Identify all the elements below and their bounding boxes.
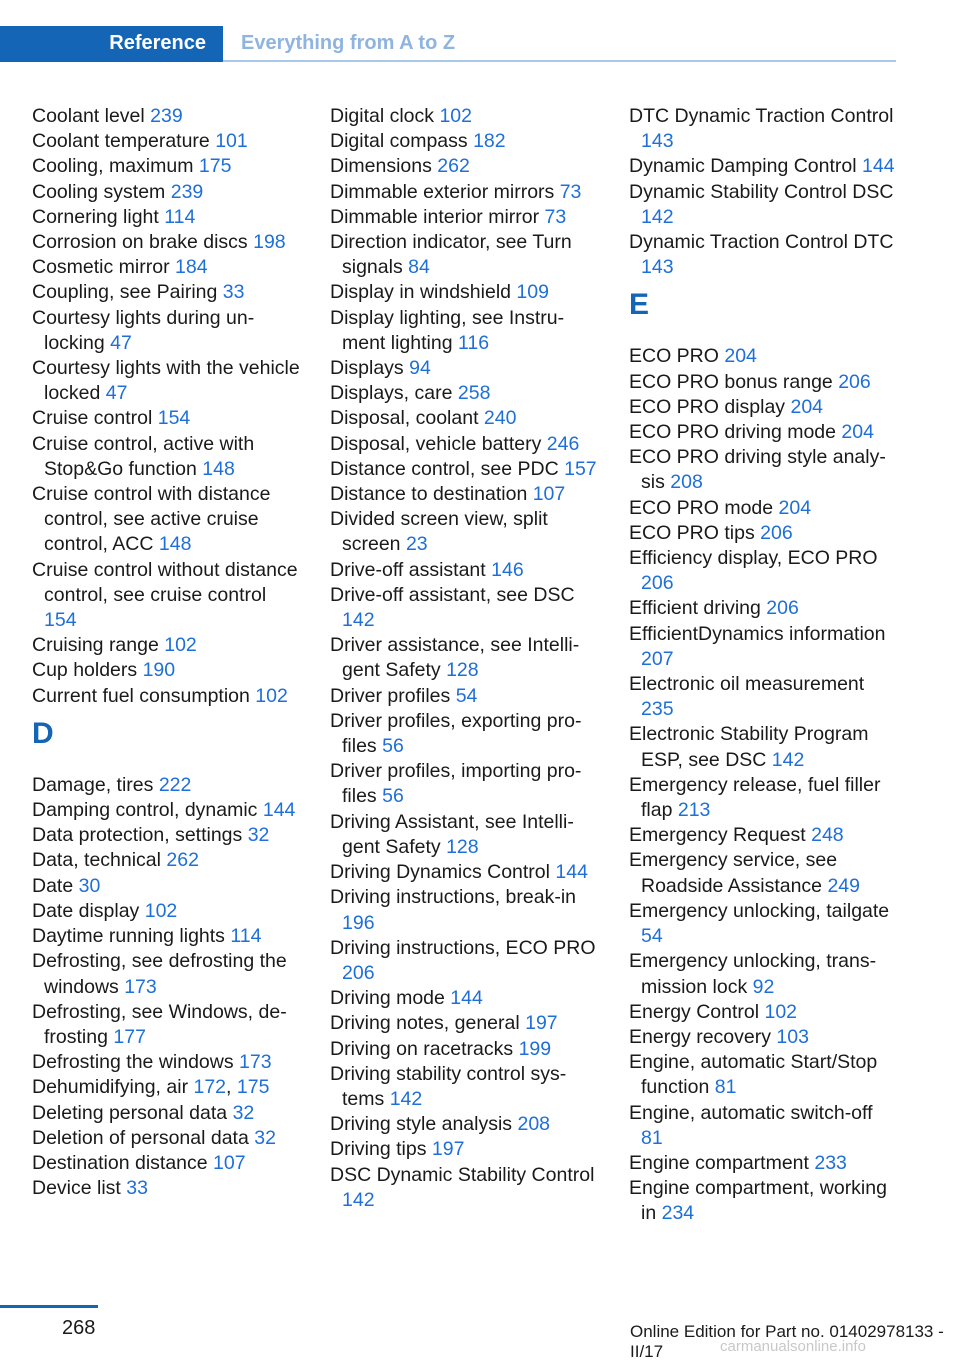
index-entry [330,432,600,457]
page-link[interactable]: 142 [342,1188,375,1211]
index-entry [32,129,302,154]
index-entry [330,457,600,482]
index-entry-term: Driving style analysis [330,1113,518,1136]
page-link[interactable]: 142 [771,748,805,771]
index-entry [629,1000,895,1025]
index-column-1 [32,104,302,1201]
page-link[interactable]: 154 [157,407,191,430]
page-link[interactable]: 184 [175,256,208,279]
page-link[interactable]: 32 [254,1126,276,1149]
index-entry-term: Driver profiles, importing profiles [330,760,582,808]
index-entry [32,633,302,658]
index-entry-term: ECO PRO driving mode [629,421,842,444]
section-tab-a-to-z[interactable]: Everything from A to Z [241,32,456,54]
index-entry-term: Daytime running lights [32,925,231,948]
index-entry [330,381,600,406]
index-entry [32,874,302,899]
page-link[interactable]: 206 [838,370,871,393]
page-link[interactable]: 208 [517,1113,551,1136]
index-entry-term: Cooling, maximum [32,155,199,178]
index-entry [330,1062,600,1112]
index-entry [32,949,302,999]
index-entry [629,722,895,772]
index-entry-term: Electronic oil measurement [629,673,865,696]
index-entry-term: Device list [32,1177,127,1200]
page-link[interactable]: 197 [525,1012,558,1035]
index-entry [629,370,895,395]
index-entry [629,344,895,369]
index-entry-term: Coupling, see Pairing [32,281,223,304]
index-entry-term: Driving instructions, ECO PRO [330,936,596,959]
index-entry-term: Driving instructions, break-in [330,886,577,909]
index-entry-term: Driving stability control systems [330,1062,567,1110]
page-link[interactable]: 175 [198,155,232,178]
index-entry [629,1101,895,1151]
index-entry-term: Display in windshield [330,281,517,304]
index-entry-term: Date [32,874,79,897]
index-entry [330,583,600,633]
index-entry [330,885,600,935]
index-entry-term: ECO PRO display [629,395,791,418]
page-link[interactable]: 182 [473,130,506,153]
index-entry [32,684,302,709]
index-entry-term: Direction indicator, see Turn signals [330,231,572,279]
index-entry-term: Driving mode [330,987,451,1010]
page-link[interactable]: 107 [532,483,566,506]
index-entry [32,798,302,823]
index-entry-term: Distance to destination [330,483,533,506]
page-link[interactable]: 213 [677,799,711,822]
index-entry-term: Distance control, see PDC [330,457,565,480]
index-entry-term: Deletion of personal data [32,1126,255,1149]
page-link[interactable]: 204 [790,395,824,418]
index-entry [330,180,600,205]
index-entry-term: Engine compartment [629,1151,815,1174]
page-link[interactable]: 32 [247,824,270,847]
index-entry-term: DSC Dynamic Stability Control [330,1163,595,1186]
index-entry [629,1050,895,1100]
index-entry [629,1025,895,1050]
page-link[interactable]: 23 [405,533,428,556]
index-entry [32,482,302,558]
page-link[interactable]: 196 [342,911,375,934]
watermark: carmanualsonline.info [720,1338,866,1355]
index-entry-term: ECO PRO driving style analysis [629,446,886,494]
index-entry [330,709,600,759]
index-entry [32,658,302,683]
index-entry-term: Cruising range [32,634,165,657]
index-entry-term: Corrosion on brake discs [32,231,254,254]
index-entry [629,230,895,280]
index-column-2 [330,104,600,1213]
index-entry-term: Disposal, coolant [330,407,484,430]
page-link[interactable]: 102 [764,1000,798,1023]
page-link[interactable]: 204 [778,496,812,519]
page-link[interactable]: 204 [841,421,874,444]
index-entry-term: Coolant temperature [32,130,216,153]
index-entry-term: Disposal, vehicle battery [330,432,547,455]
index-entry-term: Emergency Request [629,824,812,847]
index-entry [32,1176,302,1201]
page-link[interactable]: 234 [661,1202,695,1225]
index-entry [330,1037,600,1062]
index-entry-term: Drive-off assistant, see DSC [330,583,575,606]
page-link[interactable]: 33 [222,281,245,304]
page-link[interactable]: 73 [559,180,582,203]
index-entry [32,180,302,205]
index-entry-term: Data, technical [32,849,167,872]
page-link[interactable]: 198 [253,231,286,254]
index-entry [629,395,895,420]
index-entry-term: Engine compartment, working in [629,1177,887,1225]
index-entry [32,154,302,179]
page-link[interactable]: 84 [408,256,430,279]
page-link[interactable]: 173 [239,1051,272,1074]
index-entry [32,356,302,406]
index-entry [330,306,600,356]
index-entry [32,558,302,634]
index-letter-heading: D [32,716,54,750]
index-entry [330,129,600,154]
page-link[interactable]: 144 [862,155,895,178]
index-column-3 [629,104,895,1227]
index-entry-term: Cornering light [32,205,165,228]
index-entry-term: Driver profiles [330,684,456,707]
page-link[interactable]: 32 [232,1101,255,1124]
index-entry-term: Data protection, settings [32,824,248,847]
index-entry-term: ECO PRO tips [629,521,761,544]
index-entry-term: DTC Dynamic Traction Control [629,105,894,127]
index-entry-term: Emergency service, see Roadside Assistance [629,849,838,897]
index-entry-term: Cup holders [32,659,143,682]
footer-rule [0,1305,98,1308]
index-entry-term: Driving tips [330,1138,432,1161]
index-entry [629,596,895,621]
page-link[interactable]: 94 [409,357,431,380]
page-link[interactable]: 54 [455,684,478,707]
index-entry [32,1101,302,1126]
page-link[interactable]: 206 [342,961,375,984]
index-entry-term: Digital compass [330,130,474,153]
index-entry-term: Displays, care [330,382,458,405]
page-link[interactable]: 233 [814,1151,847,1174]
page-link[interactable]: 102 [255,684,288,707]
index-entry: Dehumidifying, air 172, 175 [32,1076,270,1099]
index-entry [629,521,895,546]
page-link[interactable]: 239 [170,180,204,203]
page-link[interactable]: 114 [164,205,196,228]
index-entry-term: Damage, tires [32,773,159,796]
page-link[interactable]: 47 [110,331,132,354]
page-link[interactable]: 33 [126,1177,148,1200]
index-entry [629,1151,895,1176]
page-link[interactable]: 144 [555,861,588,884]
index-entry-term: Cosmetic mirror [32,256,176,279]
index-entry [32,230,302,255]
page-link[interactable]: 102 [439,105,472,127]
index-entry-term: Defrosting, see Windows, defrosting [32,1000,287,1048]
index-entry [330,759,600,809]
index-letter-heading: E [629,288,650,322]
index-entry-term: Cruise control without distance control, see cruise control [32,558,298,606]
index-entry [330,406,600,431]
index-entry [330,104,600,129]
page-link[interactable]: 142 [342,609,375,632]
index-entry-term: Displays [330,357,410,380]
page-link[interactable]: 148 [158,533,192,556]
index-entry-term: Digital clock [330,105,440,127]
page-link[interactable]: 208 [670,471,703,494]
page-link[interactable]: 103 [776,1025,809,1048]
index-entry [330,356,600,381]
index-entry-term: Cruise control with distance control, see active cruise control, ACC [32,483,271,556]
page-link[interactable]: 204 [724,345,757,368]
index-entry-term: Courtesy lights during unlocking [32,306,255,354]
index-entry [629,848,895,898]
index-entry [330,1163,600,1213]
page-link[interactable]: 102 [144,899,178,922]
page-link[interactable]: 92 [752,975,775,998]
index-entry-term: ECO PRO mode [629,496,779,519]
index-entry-term: Dehumidifying, air [32,1076,194,1099]
index-entry [330,154,600,179]
index-entry [32,1151,302,1176]
index-entry [629,445,895,495]
page-link[interactable]: 235 [641,698,674,721]
index-entry [32,406,302,431]
index-entry [629,1176,895,1226]
index-entry [32,432,302,482]
index-entry-term: Dimmable interior mirror [330,205,545,228]
index-entry [32,280,302,305]
index-entry-term: Efficient driving [629,597,767,620]
page-link[interactable]: 102 [164,634,197,657]
index-entry [330,280,600,305]
page-link[interactable]: 222 [158,773,192,796]
page-link[interactable]: 56 [382,735,404,758]
index-entry-term: Engine, automatic switch-off [629,1101,873,1124]
index-entry-term: Engine, automatic Start/Stop function [629,1051,878,1099]
index-entry [32,1000,302,1050]
index-entry [330,684,600,709]
index-entry-term: Driver assistance, see Intelligent Safety [330,634,580,682]
section-tab-reference[interactable]: Reference [0,26,223,60]
page-link[interactable]: 206 [766,597,799,620]
index-entry-term: Courtesy lights with the vehicle locked [32,357,300,405]
page-link[interactable]: 143 [641,130,674,153]
page-link[interactable]: 114 [230,925,262,948]
index-entry-term: Cruise control [32,407,158,430]
index-entry-term: Dynamic Stability Control DSC [629,180,894,203]
index-entry-term: Cooling system [32,180,171,203]
page-link[interactable]: 172 [193,1076,227,1099]
index-entry [32,848,302,873]
index-entry [330,633,600,683]
page-link[interactable]: 239 [150,105,183,127]
page-link[interactable]: 173 [124,975,157,998]
page-link[interactable]: 240 [483,407,517,430]
index-entry-term: Dynamic Traction Control DTC [629,231,894,254]
page-link[interactable]: 207 [641,647,674,670]
page-link[interactable]: 190 [142,659,176,682]
index-entry [32,306,302,356]
index-entry-term: Driving notes, general [330,1012,526,1035]
index-entry [330,936,600,986]
index-entry [629,496,895,521]
index-entry-term: Cruise control, active with Stop&Go function [32,432,255,480]
index-entry-term: Damping control, dynamic [32,799,263,822]
index-entry [629,420,895,445]
index-entry [32,924,302,949]
page-link[interactable]: 144 [262,799,296,822]
index-entry-term: Driving Assistant, see Intelligent Safety [330,810,574,858]
page-link[interactable]: 47 [105,382,128,405]
index-entry-term: Driving Dynamics Control [330,861,556,884]
index-entry-term: Dynamic Damping Control [629,155,863,178]
index-entry-term: Energy Control [629,1000,765,1023]
page-link[interactable]: 262 [437,155,470,178]
page-link[interactable]: 128 [446,659,479,682]
index-entry [330,810,600,860]
page-link[interactable]: 30 [78,874,101,897]
page-link[interactable]: 56 [382,785,404,808]
index-entry-term: Defrosting, see defrosting the windows [32,950,287,998]
index-entry-term: ECO PRO [629,345,725,368]
index-entry [32,104,302,129]
page-link[interactable]: 199 [518,1037,552,1060]
page-link[interactable]: 262 [166,849,199,872]
page-link[interactable]: 197 [431,1138,465,1161]
index-entry-term: Emergency unlocking, tailgate [629,899,890,922]
index-entry-term: ECO PRO bonus range [629,370,839,393]
index-entry [330,482,600,507]
index-entry [330,1137,600,1162]
page-header [0,26,896,62]
header-rule [223,60,896,62]
index-entry [629,104,895,154]
index-entry-term: Drive-off assistant [330,558,492,581]
index-entry [32,773,302,798]
index-entry-term: Electronic Stability Program ESP, see DSC [629,723,869,771]
index-entry-term: EfficientDynamics information [629,622,886,645]
index-entry [32,1050,302,1075]
index-entry [330,558,600,583]
index-entry [629,823,895,848]
index-entry-term: Coolant level [32,105,151,127]
index-entry-term: Dimensions [330,155,438,178]
page-link[interactable]: 144 [450,987,483,1010]
edition-note: Online Edition for Part no. 01402978133 - II/17 [630,1322,944,1361]
index-entry [629,773,895,823]
index-entry-term: Date display [32,899,145,922]
page-link[interactable]: 81 [641,1126,663,1149]
index-entry [629,154,895,179]
index-entry-term: Divided screen view, split screen [330,508,548,556]
page-link[interactable]: 128 [446,835,479,858]
index-entry-term: Driver profiles, exporting profiles [330,709,582,758]
index-entry [32,255,302,280]
page-link[interactable]: 177 [113,1025,146,1048]
page-link[interactable]: 246 [546,432,580,455]
page-link[interactable]: 54 [641,925,663,948]
index-entry-term: Energy recovery [629,1025,777,1048]
index-entry-term: Deleting personal data [32,1101,233,1124]
index-entry-term: Efficiency display, ECO PRO [629,547,878,570]
page-link[interactable]: 81 [714,1076,737,1099]
page-link[interactable]: 109 [516,281,549,304]
page-link[interactable]: 101 [215,130,248,153]
index-entry [629,672,895,722]
index-entry [32,899,302,924]
index-entry [330,1112,600,1137]
index-entry [629,546,895,596]
index-entry-term: Emergency unlocking, transmission lock [629,950,877,998]
page-link[interactable]: 143 [641,256,674,279]
index-entry-term: Dimmable exterior mirrors [330,180,560,203]
index-entry [330,205,600,230]
index-entry [330,230,600,280]
index-entry-term: Driving on racetracks [330,1037,519,1060]
page-link[interactable]: 248 [811,824,844,847]
index-entry [330,1011,600,1036]
page-link[interactable]: 148 [202,457,235,480]
index-entry [32,1126,302,1151]
page-link[interactable]: 73 [544,205,567,228]
index-entry-term: Defrosting the windows [32,1051,240,1074]
index-entry [330,507,600,557]
page-link[interactable]: 206 [760,521,793,544]
index-entry-term: Current fuel consumption [32,684,256,707]
index-entry [32,823,302,848]
page-link[interactable]: 258 [457,382,491,405]
index-entry-term: Emergency release, fuel filler flap [629,773,881,822]
index-entry [330,986,600,1011]
page-link[interactable]: 142 [641,205,674,228]
page-link[interactable]: 249 [827,874,860,897]
page-link[interactable]: 154 [44,609,77,632]
page-link[interactable]: 175 [236,1076,270,1099]
index-entry-term: Display lighting, see Instrument lighting [330,306,565,354]
index-entry [629,949,895,999]
index-entry [629,899,895,949]
index-entry [32,205,302,230]
page-link[interactable]: 206 [641,572,674,595]
page-number: 268 [62,1317,96,1339]
index-entry [629,180,895,230]
page-link[interactable]: 116 [457,331,490,354]
index-entry [629,622,895,672]
page-link[interactable]: 142 [389,1087,423,1110]
index-entry [330,860,600,885]
page-link[interactable]: 146 [491,558,524,581]
page-link[interactable]: 157 [564,457,597,480]
index-entry-term: Destination distance [32,1151,214,1174]
page-link[interactable]: 107 [213,1151,246,1174]
